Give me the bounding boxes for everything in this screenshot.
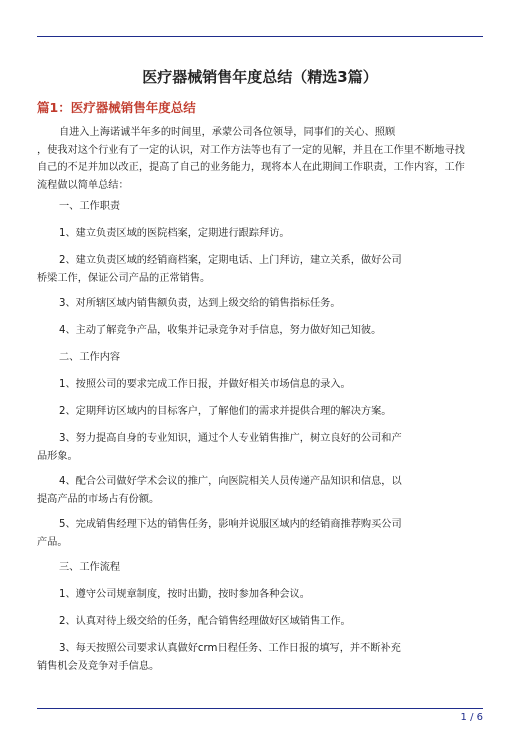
paragraph-duty-3 xyxy=(37,295,483,313)
text-line: 一、工作职责 xyxy=(59,201,121,212)
heading-job-content xyxy=(37,349,483,367)
footer-rule xyxy=(37,708,483,709)
paragraph-duty-1 xyxy=(37,225,483,243)
paragraph-workflow-1 xyxy=(37,586,483,604)
text-line: 流程做以简单总结： xyxy=(37,179,129,191)
paragraph-workflow-3 xyxy=(37,640,483,675)
text-line: 1、遵守公司规章制度，按时出勤，按时参加各种会议。 xyxy=(59,589,310,600)
text-line: 1、按照公司的要求完成工作日报，并做好相关市场信息的录入。 xyxy=(59,379,351,390)
text-line: 4、配合公司做好学术会议的推广，向医院相关人员传递产品知识和信息，以 xyxy=(59,476,402,487)
text-line: 自己的不足并加以改正，提高了自己的业务能力，现将本人在此期间工作职责，工作内容，工作 xyxy=(37,162,465,173)
text-line: 3、对所辖区域内销售额负责，达到上级交给的销售指标任务。 xyxy=(59,298,341,309)
paragraph-content-1 xyxy=(37,376,483,394)
paragraph-content-5 xyxy=(37,516,483,551)
text-line: 自进入上海诺诚半年多的时间里，承蒙公司各位领导，同事们的关心、照顾 xyxy=(59,127,396,138)
paragraph-intro xyxy=(37,124,483,194)
text-line: 产品。 xyxy=(37,536,68,548)
text-line: 三、工作流程 xyxy=(59,562,121,573)
text-line: 2、认真对待上级交给的任务，配合销售经理做好区域销售工作。 xyxy=(59,616,351,627)
text-line: 桥梁工作，保证公司产品的正常销售。 xyxy=(37,272,211,284)
text-line: 品形象。 xyxy=(37,450,78,462)
heading-job-duties xyxy=(37,198,483,216)
text-line: 3、努力提高自身的专业知识，通过个人专业销售推广，树立良好的公司和产 xyxy=(59,433,402,444)
text-line: 5、完成销售经理下达的销售任务，影响并说服区域内的经销商推荐购买公司 xyxy=(59,519,402,530)
paragraph-duty-4 xyxy=(37,322,483,340)
text-line: 二、工作内容 xyxy=(59,352,121,363)
paragraph-content-2 xyxy=(37,403,483,421)
document-title: 医疗器械销售年度总结（精选3篇） xyxy=(142,68,378,86)
page-indicator: 1 / 6 xyxy=(460,712,483,723)
text-line: ，使我对这个行业有了一定的认识，对工作方法等也有了一定的见解，并且在工作里不断地寻找 xyxy=(37,144,465,156)
text-line: 1、建立负责区域的医院档案，定期进行跟踪拜访。 xyxy=(59,228,290,239)
text-line: 销售机会及竞争对手信息。 xyxy=(37,660,160,672)
paragraph-workflow-2 xyxy=(37,613,483,631)
text-line: 2、建立负责区域的经销商档案，定期电话、上门拜访，建立关系，做好公司 xyxy=(59,255,402,266)
heading-workflow xyxy=(37,559,483,577)
section-heading: 篇1：医疗器械销售年度总结 xyxy=(37,100,196,115)
text-line: 2、定期拜访区域内的目标客户，了解他们的需求并提供合理的解决方案。 xyxy=(59,406,392,417)
paragraph-duty-2 xyxy=(37,252,483,287)
text-line: 3、每天按照公司要求认真做好crm日程任务、工作日报的填写，并不断补充 xyxy=(59,643,401,654)
text-line: 4、主动了解竞争产品，收集并记录竞争对手信息，努力做好知己知彼。 xyxy=(59,325,382,336)
paragraph-content-3 xyxy=(37,430,483,465)
text-line: 提高产品的市场占有份额。 xyxy=(37,493,160,505)
header-rule xyxy=(37,36,483,37)
paragraph-content-4 xyxy=(37,473,483,508)
